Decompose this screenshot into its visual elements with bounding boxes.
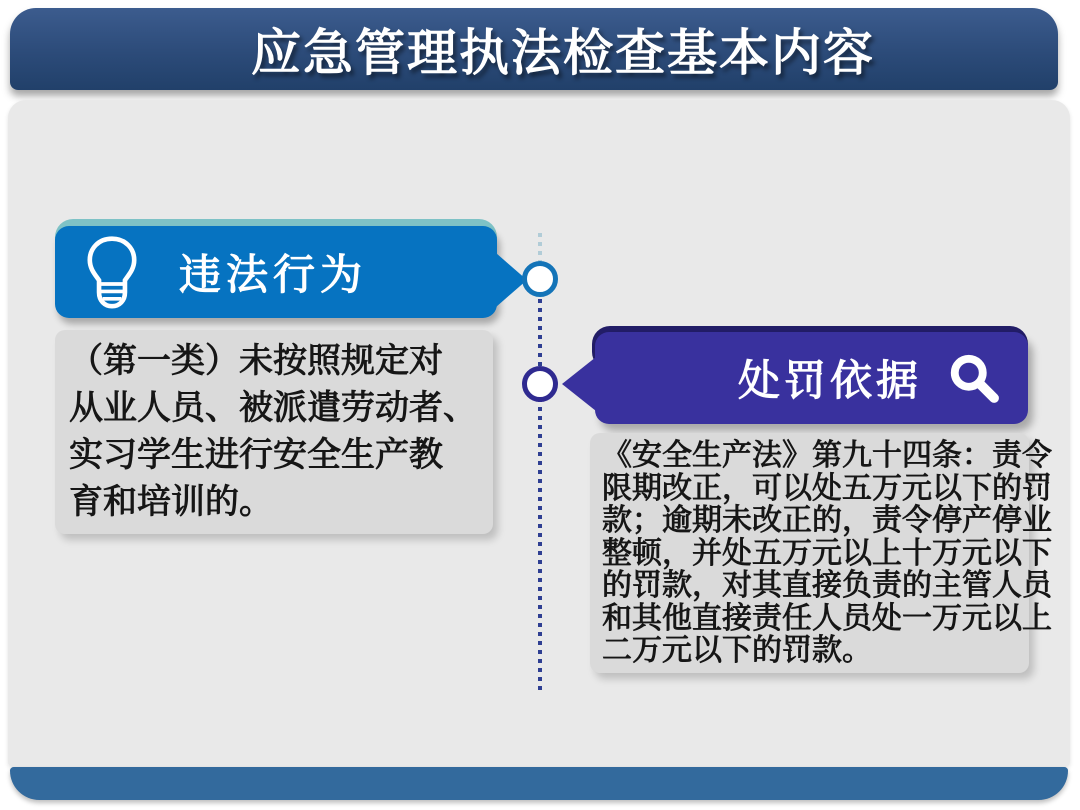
violation-text-line: 实习学生进行安全生产教 <box>69 436 443 474</box>
bottom-bar <box>10 767 1068 800</box>
penalty-text-line: 款；逾期未改正的，责令停产停业 <box>602 504 1052 537</box>
penalty-text-line: 和其他直接责任人员处一万元以上 <box>602 601 1052 635</box>
violation-text-line: 从业人员、被派遣劳动者、 <box>69 389 477 427</box>
page-title: 应急管理执法检查基本内容 <box>251 25 875 81</box>
violation-title: 违法行为 <box>179 251 368 298</box>
penalty-text-line: 《安全生产法》第九十四条：责令 <box>602 439 1052 472</box>
header-banner <box>10 8 1058 90</box>
penalty-text-line: 二万元以下的罚款。 <box>602 634 872 667</box>
penalty-text-line: 限期改正，可以处五万元以下的罚 <box>602 471 1052 505</box>
violation-text-card <box>55 330 493 534</box>
violation-text-line: 育和培训的。 <box>69 483 273 521</box>
penalty-text-line: 的罚款，对其直接负责的主管人员 <box>602 569 1052 602</box>
penalty-arrow <box>562 357 596 411</box>
penalty-text-line: 整顿，并处五万元以上十万元以下 <box>602 536 1052 570</box>
penalty-title: 处罚依据 <box>737 357 922 404</box>
penalty-text-card <box>590 433 1052 673</box>
timeline-node-penalty <box>522 366 558 402</box>
lightbulb-icon <box>83 235 141 309</box>
search-icon <box>946 350 1002 406</box>
timeline-node-violation <box>522 261 558 297</box>
penalty-header-box <box>595 332 1028 424</box>
violation-header-box <box>55 226 497 318</box>
violation-text-line: （第一类）未按照规定对 <box>69 342 443 380</box>
timeline-dotted-line <box>538 263 542 693</box>
